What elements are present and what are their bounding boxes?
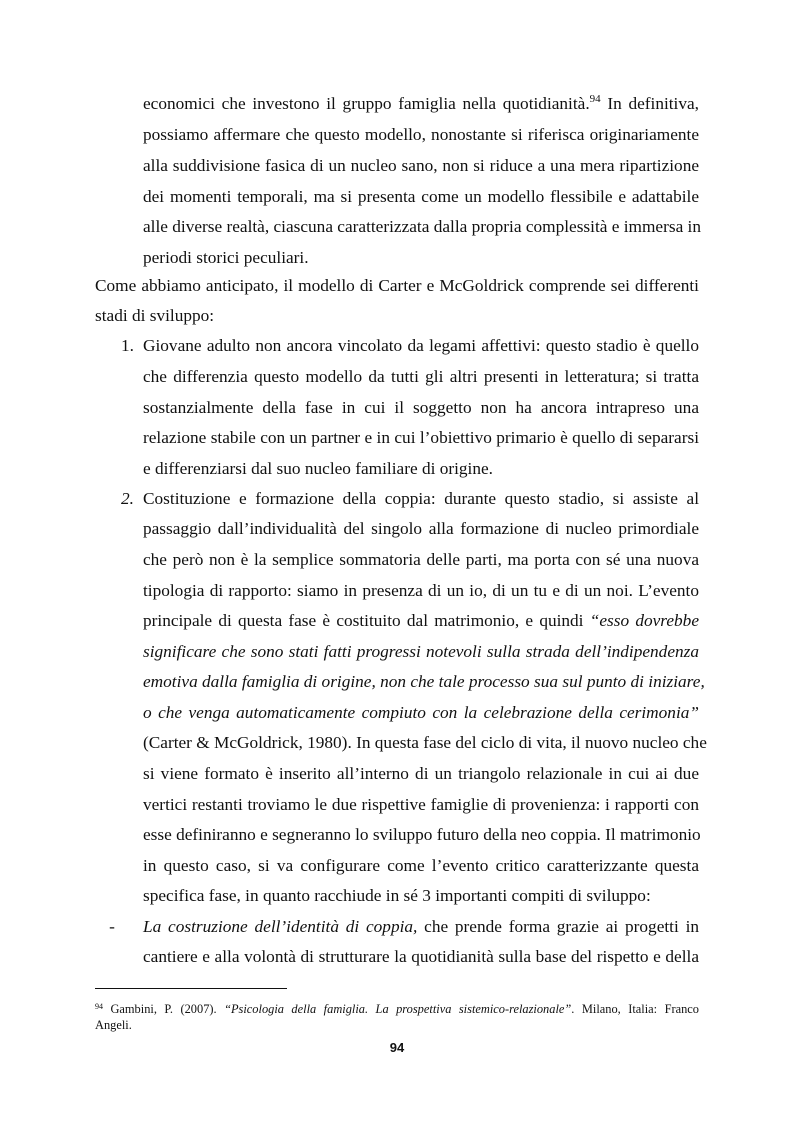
text-run: In definitiva, [600, 94, 699, 113]
footnote-text: Gambini, P. (2007). [103, 1002, 225, 1016]
list-item-line: che differenzia questo modello da tutti gli altri presenti in letteratura; si tratta [143, 367, 699, 386]
paragraph-line: periodi storici peculiari. [143, 248, 309, 267]
quote-line: o che venga automaticamente compiuto con la celebrazione della cerimonia” [143, 703, 699, 722]
list-item-line: che però non è la semplice sommatoria delle parti, ma porta con sé una nuova [143, 550, 699, 569]
footnote-number: 94 [95, 1002, 103, 1011]
list-item-line: e differenziarsi dal suo nucleo familiare di origine. [143, 459, 493, 478]
text-run: economici che investono il gruppo famiglia nella quotidianità. [143, 94, 590, 113]
text-run: che prende forma grazie ai progetti in [417, 917, 700, 936]
list-marker: 1. [121, 336, 134, 355]
footnote-line: Angeli. [95, 1018, 132, 1032]
paragraph-line: stadi di sviluppo: [95, 306, 215, 325]
list-item-line: passaggio dall’individualità del singolo alla formazione di nucleo primordiale [143, 519, 699, 538]
paragraph-line [143, 94, 699, 116]
quote-line: significare che sono stati fatti progressi notevoli sulla strada dell’indipendenza [143, 642, 699, 661]
list-item-line: relazione stabile con un partner e in cui l’obiettivo primario è quello di separarsi [143, 428, 699, 447]
dash-item-line: cantiere e alla volontà di strutturare la quotidianità sulla base del rispetto e della [143, 947, 699, 966]
paragraph-line: alle diverse realtà, ciascuna caratterizzata dalla propria complessità e immersa in [143, 217, 701, 236]
list-item-line: esse definiranno e segneranno lo sviluppo futuro della neo coppia. Il matrimonio [143, 825, 701, 844]
text-run: principale di questa fase è costituito dal matrimonio, e quindi [143, 611, 590, 630]
page-number: 94 [389, 1040, 405, 1055]
dash-marker: - [109, 917, 115, 936]
list-item-line: in questo caso, si va configurare come l’evento critico caratterizzante questa [143, 856, 699, 875]
paragraph-line: Come abbiamo anticipato, il modello di Carter e McGoldrick comprende sei differenti [95, 276, 699, 295]
paragraph-line: possiamo affermare che questo modello, nonostante si riferisca originariamente [143, 125, 699, 144]
list-item-line: vertici restanti troviamo le due rispettive famiglie di provenienza: i rapporti con [143, 795, 699, 814]
list-item-line: sostanzialmente della fase in cui il soggetto non ha ancora intrapreso una [143, 398, 699, 417]
footnote-title: “Psicologia della famiglia. La prospettiva sistemico-relazionale” [224, 1002, 572, 1016]
list-item-line: Costituzione e formazione della coppia: durante questo stadio, si assiste al [143, 489, 699, 508]
list-marker: 2. [121, 489, 134, 508]
list-item-line: (Carter & McGoldrick, 1980). In questa fase del ciclo di vita, il nuovo nucleo che [143, 733, 707, 752]
list-item-line: tipologia di rapporto: siamo in presenza di un io, di un tu e di un noi. L’evento [143, 581, 699, 600]
emphasis-run: La costruzione dell’identità di coppia, [143, 917, 418, 936]
quote-run: “esso dovrebbe [589, 611, 699, 630]
list-item-line: si viene formato è inserito all’interno di un triangolo relazionale in cui ai due [143, 764, 699, 783]
list-item-line: specifica fase, in quanto racchiude in sé 3 importanti compiti di sviluppo: [143, 886, 651, 905]
paragraph-line: dei momenti temporali, ma si presenta come un modello flessibile e adattabile [143, 187, 699, 206]
list-item-line: Giovane adulto non ancora vincolato da legami affettivi: questo stadio è quello [143, 336, 699, 355]
footnote-text: . Milano, Italia: Franco [571, 1002, 699, 1016]
footnote-separator [95, 988, 287, 989]
footnote-reference[interactable]: 94 [589, 93, 601, 105]
list-item-line [143, 611, 699, 631]
dash-item-line [143, 917, 699, 937]
quote-line: emotiva dalla famiglia di origine, non che tale processo sua sul punto di iniziare, [143, 672, 705, 691]
paragraph-line: alla suddivisione fasica di un nucleo sano, non si riduce a una mera ripartizione [143, 156, 699, 175]
